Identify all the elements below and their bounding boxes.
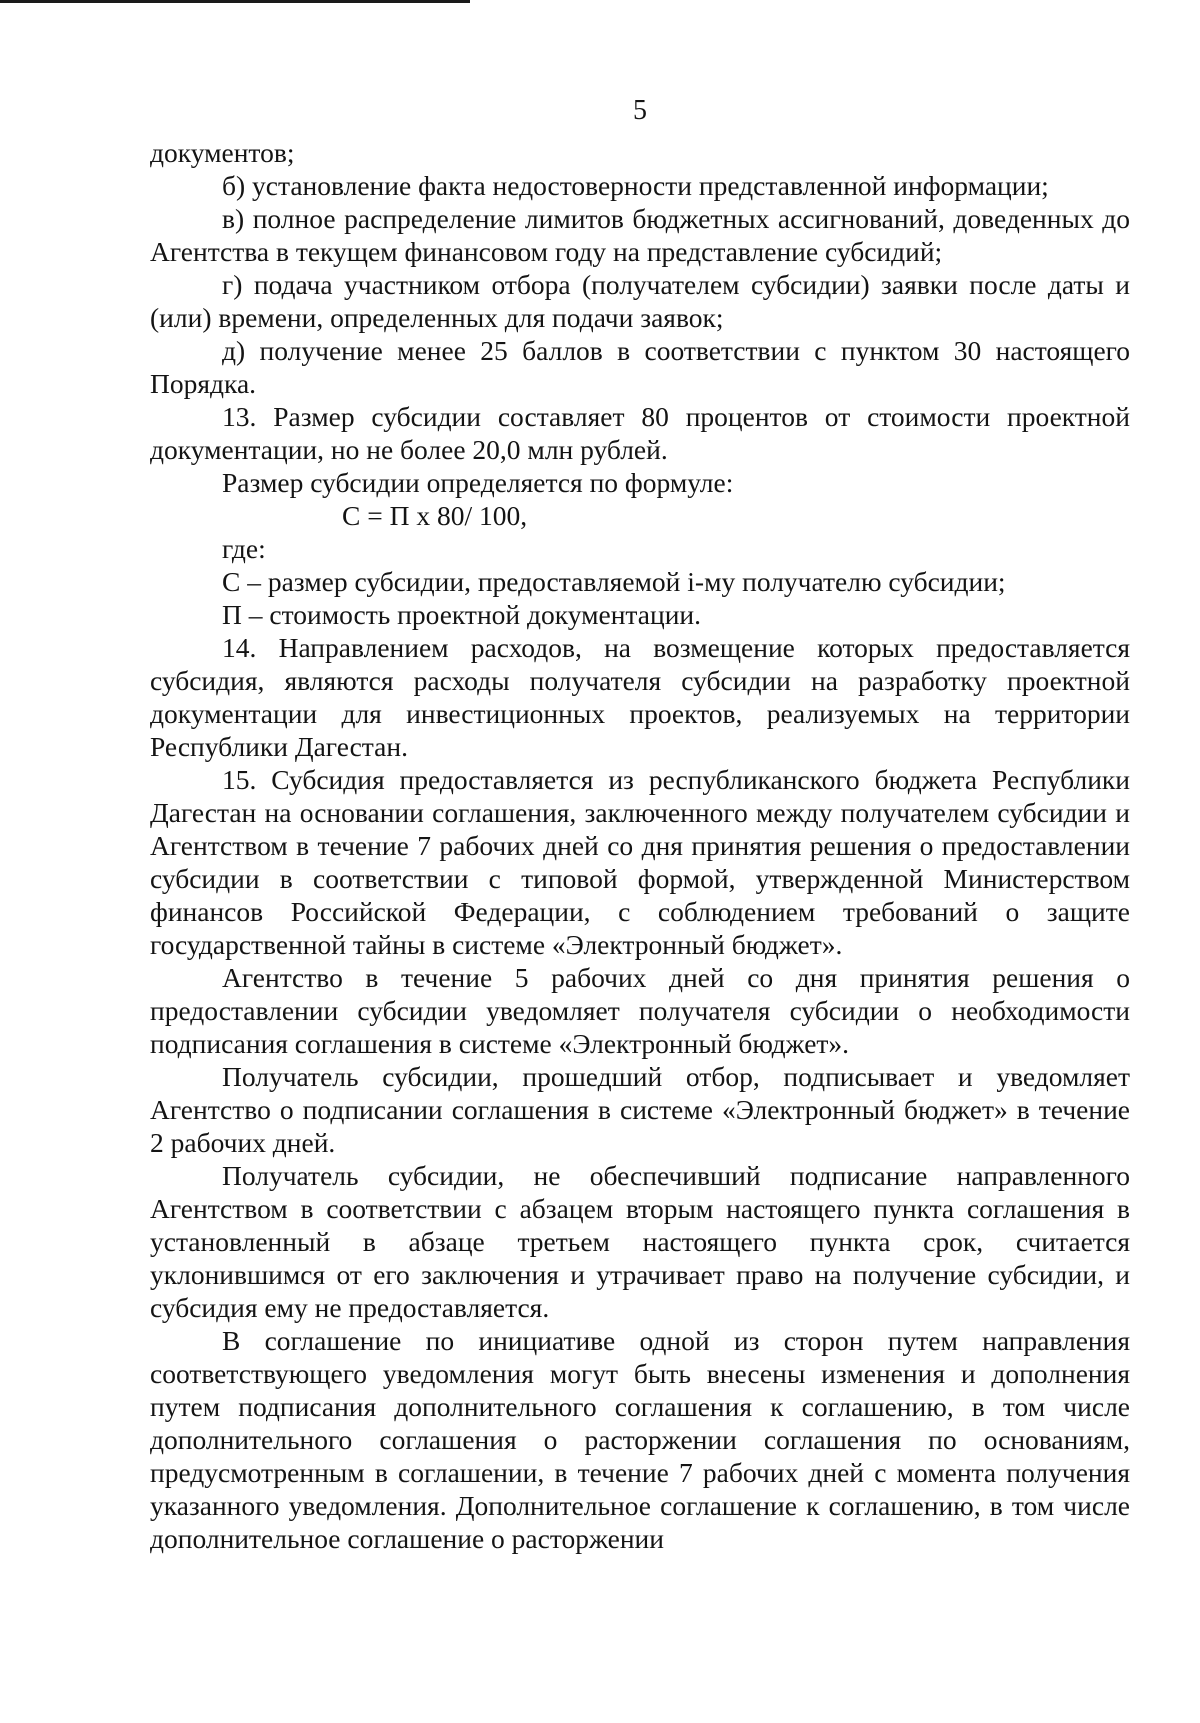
paragraph: Размер субсидии определяется по формуле: <box>222 467 734 498</box>
paragraph: 15. Субсидия предоставляется из республиканского бюджета Республики Дагестан на основании соглашения, заключенного между получателем субсидии и Агентством в течение 7 рабочих дней со дня принятия решения о предоставлении субсидии в соответствии с типовой формой, утвержденной Министерством финансов Российской Федерации, с соблюдением требований о защите государственной тайны в системе «Электронный бюджет». <box>150 764 1130 960</box>
paragraph: Получатель субсидии, прошедший отбор, подписывает и уведомляет Агентство о подписании соглашения в системе «Электронный бюджет» в течение 2 рабочих дней. <box>150 1061 1130 1158</box>
paragraph: г) подача участником отбора (получателем субсидии) заявки после даты и (или) времени, определенных для подачи заявок; <box>150 269 1130 333</box>
paragraph: П – стоимость проектной документации. <box>222 599 702 630</box>
paragraph: С – размер субсидии, предоставляемой i-му получателю субсидии; <box>222 566 1006 597</box>
paragraph: б) установление факта недостоверности представленной информации; <box>222 170 1049 201</box>
paragraph: в) полное распределение лимитов бюджетных ассигнований, доведенных до Агентства в текущем финансовом году на представление субсидий; <box>150 203 1130 267</box>
document-body <box>150 136 1130 1555</box>
paragraph: документов; <box>150 137 295 168</box>
paragraph: В соглашение по инициативе одной из сторон путем направления соответствующего уведомления могут быть внесены изменения и дополнения путем подписания дополнительного соглашения к соглашению, в том числе дополнительного соглашения о расторжении соглашения по основаниям, предусмотренным в соглашении, в течение 7 рабочих дней с момента получения указанного уведомления. Дополнительное соглашение к соглашению, в том числе дополнительное соглашение о расторжении <box>150 1325 1130 1554</box>
top-rule-divider <box>0 0 470 3</box>
subsidy-formula: С = П х 80/ 100, <box>342 500 528 531</box>
paragraph: где: <box>222 533 266 564</box>
paragraph: 14. Направлением расходов, на возмещение которых предоставляется субсидия, являются расходы получателя субсидии на разработку проектной документации для инвестиционных проектов, реализуемых на территории Республики Дагестан. <box>150 632 1130 762</box>
paragraph: 13. Размер субсидии составляет 80 процентов от стоимости проектной документации, но не более 20,0 млн рублей. <box>150 401 1130 465</box>
page-number: 5 <box>633 95 647 126</box>
paragraph: Агентство в течение 5 рабочих дней со дня принятия решения о предоставлении субсидии уведомляет получателя субсидии о необходимости подписания соглашения в системе «Электронный бюджет». <box>150 962 1130 1059</box>
paragraph: Получатель субсидии, не обеспечивший подписание направленного Агентством в соответствии с абзацем вторым настоящего пункта соглашения в установленный в абзаце третьем настоящего пункта срок, считается уклонившимся от его заключения и утрачивает право на получение субсидии, и субсидия ему не предоставляется. <box>150 1160 1130 1323</box>
paragraph: д) получение менее 25 баллов в соответствии с пунктом 30 настоящего Порядка. <box>150 335 1130 399</box>
